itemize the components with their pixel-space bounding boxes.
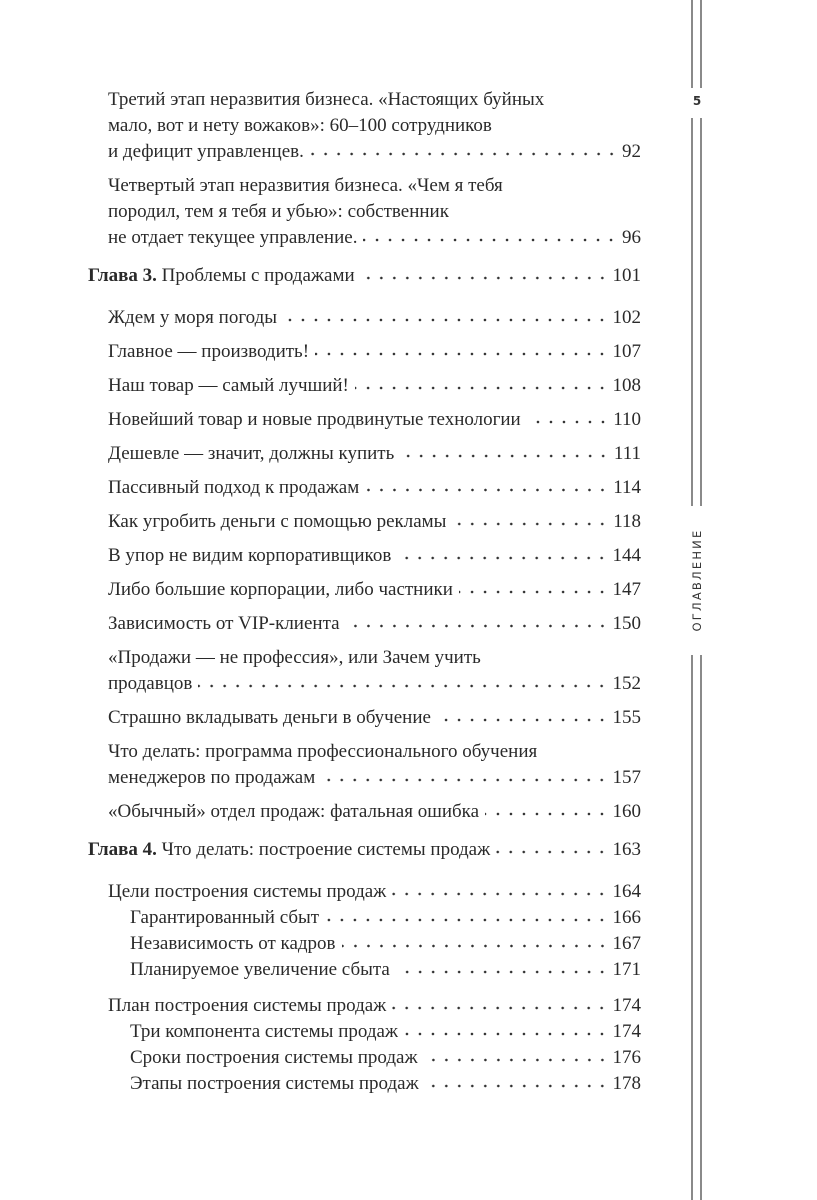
toc-entry bbox=[88, 441, 641, 467]
toc-entry-line bbox=[108, 509, 641, 535]
toc-entry bbox=[88, 799, 641, 825]
toc-entry-line bbox=[108, 441, 641, 467]
dot-leader bbox=[365, 487, 609, 493]
toc-entry-line bbox=[130, 905, 641, 931]
toc-entry-title: Четвертый этап неразвития бизнеса. «Чем я тебя bbox=[108, 175, 503, 196]
chapter-label: Глава 4. bbox=[88, 839, 157, 860]
toc-entry bbox=[88, 1071, 641, 1097]
toc-entry bbox=[88, 1045, 641, 1071]
toc-entry-title: «Обычный» отдел продаж: фатальная ошибка bbox=[108, 801, 480, 822]
sidebar-rule-top bbox=[691, 0, 693, 88]
running-title: ОГЛАВЛЕНИЕ bbox=[690, 528, 704, 632]
sidebar-rule-top bbox=[700, 0, 702, 88]
toc-page-number: 176 bbox=[612, 1047, 641, 1068]
toc-entry bbox=[88, 739, 641, 791]
toc-entry-line bbox=[108, 225, 641, 251]
toc-entry-title: Как угробить деньги с помощью рекламы bbox=[108, 511, 447, 532]
toc-entry bbox=[88, 339, 641, 365]
toc-page-number: 108 bbox=[612, 375, 641, 396]
dot-leader bbox=[396, 969, 609, 975]
toc-entry-title: Пассивный подход к продажам bbox=[108, 477, 360, 498]
toc-entry bbox=[88, 373, 641, 399]
toc-entry-title: Три компонента системы продаж bbox=[130, 1021, 399, 1042]
toc-entry-title: Цели построения системы продаж bbox=[108, 881, 387, 902]
toc-page-number: 114 bbox=[613, 477, 641, 498]
toc-page-number: 163 bbox=[612, 839, 641, 860]
dot-leader bbox=[325, 917, 608, 923]
dot-leader bbox=[361, 275, 609, 281]
toc-entry-title: Дешевле — значит, должны купить bbox=[108, 443, 395, 464]
toc-entry-line bbox=[108, 305, 641, 331]
toc-entry-line bbox=[108, 577, 641, 603]
toc-entry bbox=[88, 87, 641, 165]
toc-entry-title: План построения системы продаж bbox=[108, 995, 387, 1016]
toc-page-number: 152 bbox=[612, 673, 641, 694]
toc-entry bbox=[88, 475, 641, 501]
dot-leader bbox=[452, 521, 609, 527]
toc-entry-title: Сроки построения системы продаж bbox=[130, 1047, 418, 1068]
toc-entry bbox=[88, 957, 641, 983]
toc-entry-title: Зависимость от VIP-клиента bbox=[108, 613, 340, 634]
toc-page-number: 92 bbox=[622, 141, 641, 162]
toc-entry bbox=[88, 173, 641, 251]
toc-page-number: 111 bbox=[613, 443, 641, 464]
toc-entry-line bbox=[130, 931, 641, 957]
toc-entry-title: «Продажи — не профессия», или Зачем учить bbox=[108, 647, 481, 668]
toc-entry-line bbox=[108, 199, 641, 225]
toc-entry-line bbox=[108, 87, 641, 113]
dot-leader bbox=[400, 453, 610, 459]
dot-leader bbox=[283, 317, 608, 323]
toc-entry bbox=[88, 1019, 641, 1045]
toc-entry-line bbox=[130, 957, 641, 983]
page-number: 5 bbox=[692, 94, 702, 108]
toc-page-number: 164 bbox=[612, 881, 641, 902]
toc-entry-line bbox=[108, 373, 641, 399]
toc-entry bbox=[88, 305, 641, 331]
toc-page-number: 155 bbox=[612, 707, 641, 728]
toc-entry-line bbox=[88, 263, 641, 289]
toc-entry bbox=[88, 705, 641, 731]
dot-leader bbox=[355, 385, 609, 391]
toc-page-number: 174 bbox=[612, 995, 641, 1016]
dot-leader bbox=[392, 891, 608, 897]
toc-entry-line bbox=[130, 1019, 641, 1045]
toc-page-number: 174 bbox=[612, 1021, 641, 1042]
dot-leader bbox=[321, 777, 608, 783]
toc-entry-line bbox=[108, 879, 641, 905]
toc-entry-line bbox=[88, 837, 641, 863]
toc-entry-line bbox=[108, 611, 641, 637]
toc-page-number: 110 bbox=[613, 409, 641, 430]
toc-page-number: 157 bbox=[612, 767, 641, 788]
toc-entry-title: Планируемое увеличение сбыта bbox=[130, 959, 390, 980]
toc-entry-title: не отдает текущее управление. bbox=[108, 227, 358, 248]
toc-page-number: 101 bbox=[612, 265, 641, 286]
toc-entry bbox=[88, 611, 641, 637]
toc-chapter-entry bbox=[88, 837, 641, 863]
toc-entry bbox=[88, 407, 641, 433]
toc-entry-line bbox=[130, 1045, 641, 1071]
toc-entry-line bbox=[108, 645, 641, 671]
toc-entry-title: Третий этап неразвития бизнеса. «Настоящих буйных bbox=[108, 89, 545, 110]
toc-entry-title: Либо большие корпорации, либо частники bbox=[108, 579, 453, 600]
toc-entry bbox=[88, 577, 641, 603]
toc-entry-line bbox=[108, 543, 641, 569]
dot-leader bbox=[346, 623, 609, 629]
toc-page-number: 160 bbox=[612, 801, 641, 822]
toc-entry-title: Этапы построения системы продаж bbox=[130, 1073, 419, 1094]
toc-entry-line bbox=[108, 339, 641, 365]
toc-entry-line bbox=[108, 671, 641, 697]
toc-entry-title: породил, тем я тебя и убью»: собственник bbox=[108, 201, 449, 222]
toc-entry bbox=[88, 645, 641, 697]
toc-page-number: 107 bbox=[612, 341, 641, 362]
sidebar-rule-middle bbox=[700, 118, 702, 506]
toc-entry-title: Что делать: построение системы продаж bbox=[161, 839, 491, 860]
toc-entry bbox=[88, 993, 641, 1019]
toc-entry bbox=[88, 931, 641, 957]
toc-entry-line bbox=[108, 799, 641, 825]
toc-page-number: 166 bbox=[612, 907, 641, 928]
toc-page-number: 118 bbox=[613, 511, 641, 532]
toc-entry-line bbox=[108, 173, 641, 199]
toc-entry-line bbox=[108, 739, 641, 765]
toc-entry-title: продавцов bbox=[108, 673, 193, 694]
toc-entry-line bbox=[108, 993, 641, 1019]
toc-entry-title: и дефицит управленцев. bbox=[108, 141, 304, 162]
dot-leader bbox=[485, 811, 608, 817]
toc-entry-title: Проблемы с продажами bbox=[161, 265, 355, 286]
dot-leader bbox=[363, 237, 618, 243]
toc-page-number: 102 bbox=[612, 307, 641, 328]
toc-entry-title: Наш товар — самый лучший! bbox=[108, 375, 349, 396]
toc-entry-title: В упор не видим корпоративщиков bbox=[108, 545, 392, 566]
toc-entry-line bbox=[108, 139, 641, 165]
sidebar-rule-middle bbox=[691, 118, 693, 506]
toc-entry-title: Ждем у моря погоды bbox=[108, 307, 278, 328]
toc-page-number: 178 bbox=[612, 1073, 641, 1094]
dot-leader bbox=[404, 1031, 608, 1037]
dot-leader bbox=[310, 151, 618, 157]
toc-chapter-entry bbox=[88, 263, 641, 289]
dot-leader bbox=[437, 717, 609, 723]
toc-entry-line bbox=[108, 765, 641, 791]
sidebar-rule-bottom bbox=[691, 655, 693, 1200]
toc-entry-line bbox=[108, 475, 641, 501]
toc-entry bbox=[88, 879, 641, 905]
dot-leader bbox=[424, 1057, 609, 1063]
toc-page-number: 96 bbox=[622, 227, 641, 248]
toc-entry-title: Главное — производить! bbox=[108, 341, 310, 362]
toc-entry-line bbox=[108, 113, 641, 139]
dot-leader bbox=[527, 419, 609, 425]
sidebar-rule-bottom bbox=[700, 655, 702, 1200]
toc-page-number: 171 bbox=[612, 959, 641, 980]
toc-entry-title: Новейший товар и новые продвинутые технологии bbox=[108, 409, 521, 430]
dot-leader bbox=[425, 1083, 609, 1089]
dot-leader bbox=[459, 589, 609, 595]
table-of-contents bbox=[88, 87, 641, 1097]
dot-leader bbox=[397, 555, 608, 561]
toc-entry-title: Независимость от кадров bbox=[130, 933, 336, 954]
dot-leader bbox=[342, 943, 609, 949]
toc-page-number: 167 bbox=[612, 933, 641, 954]
toc-page-number: 144 bbox=[612, 545, 641, 566]
toc-entry bbox=[88, 543, 641, 569]
toc-entry-title: Страшно вкладывать деньги в обучение bbox=[108, 707, 431, 728]
toc-entry-title: Гарантированный сбыт bbox=[130, 907, 320, 928]
dot-leader bbox=[315, 351, 608, 357]
toc-page-number: 150 bbox=[612, 613, 641, 634]
toc-page-number: 147 bbox=[612, 579, 641, 600]
toc-entry bbox=[88, 509, 641, 535]
toc-entry-title: Что делать: программа профессионального обучения bbox=[108, 741, 538, 762]
toc-entry-title: менеджеров по продажам bbox=[108, 767, 316, 788]
toc-entry-title: мало, вот и нету вожаков»: 60–100 сотрудников bbox=[108, 115, 492, 136]
toc-entry-line bbox=[108, 705, 641, 731]
dot-leader bbox=[496, 849, 608, 855]
toc-entry bbox=[88, 905, 641, 931]
toc-entry-line bbox=[108, 407, 641, 433]
chapter-label: Глава 3. bbox=[88, 265, 157, 286]
dot-leader bbox=[198, 683, 608, 689]
dot-leader bbox=[392, 1005, 608, 1011]
toc-entry-line bbox=[130, 1071, 641, 1097]
